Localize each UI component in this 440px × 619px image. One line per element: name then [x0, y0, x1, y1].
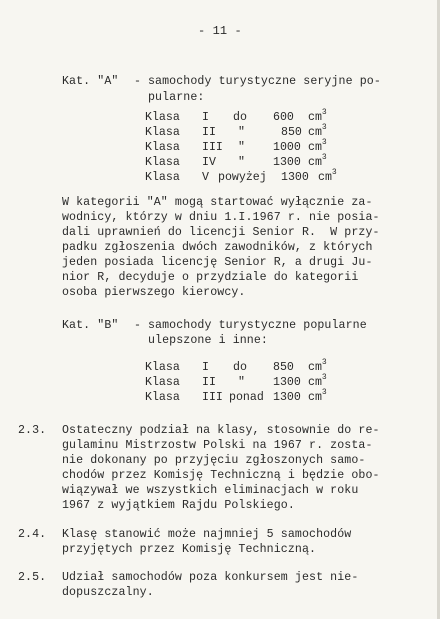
paragraph-line: nior R, decyduje o przydziale do kategorii: [62, 271, 359, 284]
class-value: 850: [273, 361, 294, 374]
class-value: 600: [273, 111, 294, 124]
kat-b-line2: ulepszone i inne:: [148, 334, 268, 347]
class-name: Klasa: [145, 376, 180, 389]
class-name: Klasa: [145, 361, 180, 374]
class-operator: do: [233, 111, 247, 124]
class-number: V: [202, 171, 209, 184]
kat-b-dash: -: [134, 319, 142, 332]
class-number: IV: [202, 156, 216, 169]
class-value: 850: [281, 126, 302, 139]
kat-b-label: Kat. "B": [62, 319, 119, 332]
section-number: 2.3.: [18, 424, 47, 437]
class-operator: ": [238, 376, 245, 389]
class-value: 1300: [273, 156, 301, 169]
class-unit: $cm^3$: [308, 108, 327, 124]
paragraph-line: osoba pierwszego kierowcy.: [62, 286, 246, 299]
page-number: - 11 -: [198, 24, 242, 38]
kat-a-line2: pularne:: [148, 91, 205, 104]
class-name: Klasa: [145, 171, 180, 184]
section-line: przyjętych przez Komisję Techniczną.: [62, 543, 317, 556]
class-number: II: [202, 376, 216, 389]
kat-a-dash: -: [134, 75, 142, 88]
class-name: Klasa: [145, 126, 180, 139]
class-number: I: [202, 111, 209, 124]
kat-a-line1: samochody turystyczne seryjne po-: [148, 75, 381, 88]
kat-b-line1: samochody turystyczne popularne: [148, 319, 367, 332]
section-line: gulaminu Mistrzostw Polski na 1967 r. zosta-: [62, 439, 373, 452]
section-line: chodów przez Komisję Techniczną i będzie obo-: [62, 469, 380, 482]
paragraph-line: dali uprawnień do licencji Senior R. W przy-: [62, 226, 380, 239]
paragraph-line: W kategorii "A" mogą startować wyłącznie za-: [62, 196, 373, 209]
section-line: nie dokonany po przyjęciu zgłoszonych samo-: [62, 454, 366, 467]
class-unit: $cm^3$: [308, 123, 327, 139]
class-value: 1000: [273, 141, 301, 154]
class-unit: $cm^3$: [308, 388, 327, 404]
class-unit: $cm^3$: [308, 358, 327, 374]
class-operator: ": [238, 141, 245, 154]
class-unit: $cm^3$: [318, 168, 337, 184]
paragraph-line: padku zgłoszenia dwóch zawodników, z których: [62, 241, 373, 254]
class-operator: do: [233, 361, 247, 374]
kat-a-label: Kat. "A": [62, 75, 119, 88]
class-value: 1300: [281, 171, 309, 184]
class-operator: powyżej: [218, 171, 267, 184]
class-unit: $cm^3$: [308, 373, 327, 389]
class-number: II: [202, 126, 216, 139]
section-line: Ostateczny podział na klasy, stosownie do re-: [62, 424, 380, 437]
class-unit: $cm^3$: [308, 153, 327, 169]
section-line: Klasę stanowić może najmniej 5 samochodów: [62, 528, 352, 541]
class-name: Klasa: [145, 141, 180, 154]
class-value: 1300: [273, 376, 301, 389]
section-line: dopuszczalny.: [62, 586, 154, 599]
class-operator: ": [238, 156, 245, 169]
section-number: 2.4.: [18, 528, 47, 541]
class-unit: $cm^3$: [308, 138, 327, 154]
section-line: wiązywał we wszystkich eliminacjach w roku: [62, 484, 359, 497]
class-number: I: [202, 361, 209, 374]
class-value: 1300: [273, 391, 301, 404]
class-name: Klasa: [145, 111, 180, 124]
paragraph-line: jeden posiada licencję Senior R, a drugi Ju-: [62, 256, 373, 269]
section-line: Udział samochodów poza konkursem jest nie-: [62, 571, 359, 584]
class-operator: ponad: [229, 391, 264, 404]
class-number: III: [202, 141, 223, 154]
section-number: 2.5.: [18, 571, 47, 584]
class-name: Klasa: [145, 391, 180, 404]
class-name: Klasa: [145, 156, 180, 169]
section-line: 1967 z wyjątkiem Rajdu Polskiego.: [62, 499, 295, 512]
class-number: III: [202, 391, 223, 404]
class-operator: ": [238, 126, 245, 139]
paragraph-line: wodnicy, którzy w dniu 1.I.1967 r. nie posia-: [62, 211, 380, 224]
